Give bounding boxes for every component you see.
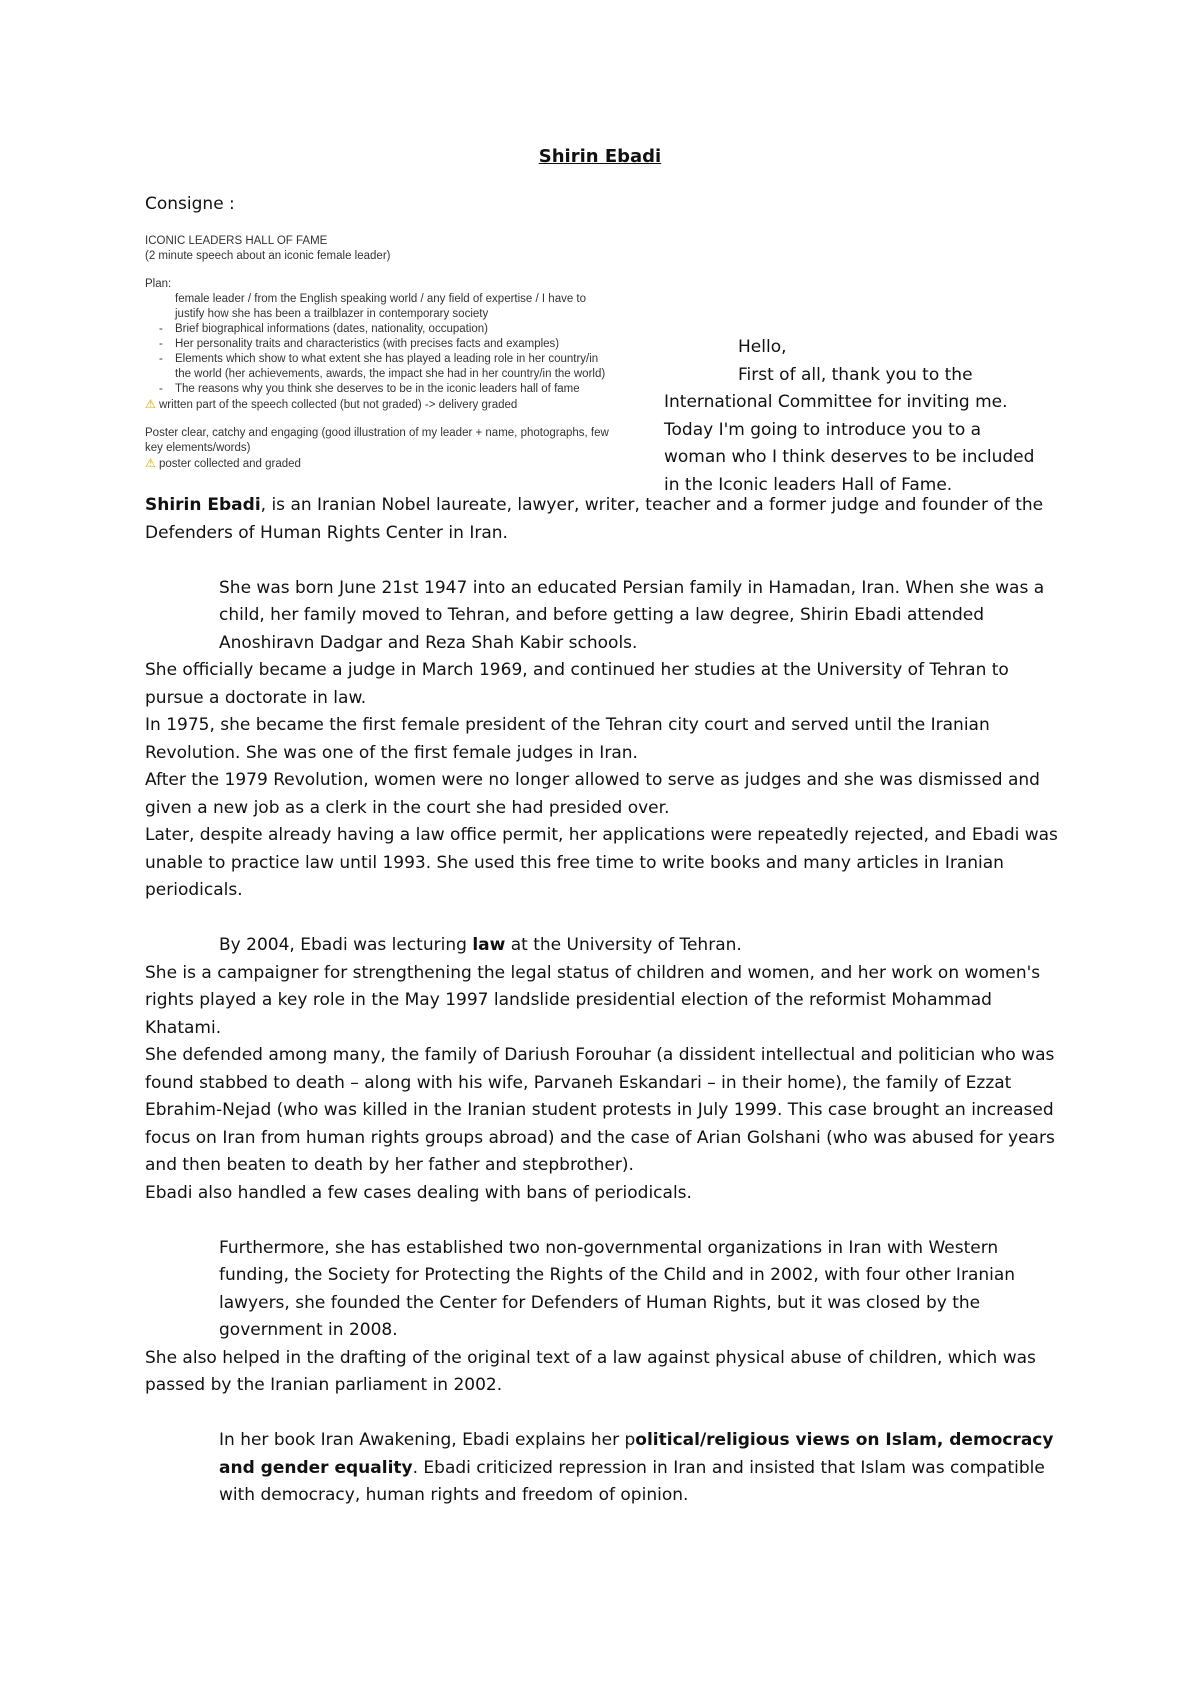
bullet-dash: -: [159, 338, 163, 350]
organizations-paragraph: Furthermore, she has established two non-governmental organizations in Iran with Western funding, the Society for Protecting the Rights of the Child and in 2002, with four other Iranian lawyers, she founded the Center for Defenders of Human Rights, but it was closed by the government in 2008.: [219, 1237, 1016, 1340]
plan-line: justify how she has been a trailblazer in contemporary society: [175, 308, 489, 320]
greeting-line: International Committee for inviting me.: [664, 392, 1008, 412]
page-title: Shirin Ebadi: [538, 146, 662, 167]
plan-bullet: Brief biographical informations (dates, nationality, occupation): [175, 323, 489, 335]
views-paragraph: In her book Iran Awakening, Ebadi explains her political/religious views on Islam, democracy and gender equality. Ebadi criticized repression in Iran and insisted that Islam was compatible with democracy, human rights and freedom of opinion.: [219, 1430, 1054, 1505]
greeting-line: woman who I think deserves to be included: [664, 447, 1035, 467]
warning-text: poster collected and graded: [158, 458, 301, 470]
greeting-block: [664, 334, 1084, 499]
plan-label: Plan:: [145, 278, 172, 290]
greeting-line: First of all, thank you to the: [738, 364, 973, 385]
warning-text: written part of the speech collected (but not graded) -> delivery graded: [158, 399, 518, 411]
poster-line: key elements/words): [145, 442, 251, 454]
assignment-screenshot: [145, 234, 645, 494]
subject-name: Shirin Ebadi: [145, 495, 261, 515]
assignment-heading: ICONIC LEADERS HALL OF FAME: [145, 235, 328, 247]
warning-line: [145, 397, 517, 413]
warning-icon: ⚠: [145, 397, 156, 411]
intro-paragraph: Shirin Ebadi, is an Iranian Nobel laureate, lawyer, writer, teacher and a former judge and founder of the Defenders of Human Rights Center in Iran.: [145, 495, 1044, 543]
plan-bullet: The reasons why you think she deserves to be in the iconic leaders hall of fame: [175, 383, 580, 395]
poster-line: Poster clear, catchy and engaging (good illustration of my leader + name, photographs, few: [145, 427, 609, 439]
career-paragraph: By 2004, Ebadi was lecturing law at the University of Tehran.: [219, 935, 742, 955]
plan-line: female leader / from the English speaking world / any field of expertise / I have to: [175, 293, 587, 305]
career-paragraph: She defended among many, the family of Dariush Forouhar (a dissident intellectual and politician who was found stabbed to death – along with his wife, Parvaneh Eskandari – in their home), the family of Ezzat Ebrahim-Nejad (who was killed in the Iranian student protests in July 1999. This case brought an increased focus on Iran from human rights groups abroad) and the case of Arian Golshani (who was abused for years and then beaten to death by her father and stepbrother).: [145, 1045, 1055, 1175]
plan-bullet: Her personality traits and characteristics (with precises facts and examples): [175, 338, 560, 350]
organizations-paragraph: She also helped in the drafting of the original text of a law against physical abuse of children, which was passed by the Iranian parliament in 2002.: [145, 1347, 1036, 1395]
bullet-dash: -: [159, 383, 163, 395]
warning-icon: ⚠: [145, 456, 156, 470]
warning-line: [145, 456, 301, 472]
assignment-subheading: (2 minute speech about an iconic female leader): [145, 250, 391, 262]
consigne-label: Consigne :: [145, 194, 235, 214]
career-paragraph: Ebadi also handled a few cases dealing with bans of periodicals.: [145, 1182, 692, 1203]
greeting-line: Hello,: [738, 337, 787, 357]
biography-paragraph: Later, despite already having a law office permit, her applications were repeatedly rejected, and Ebadi was unable to practice law until 1993. She used this free time to write books and many articles in Iranian periodicals.: [145, 825, 1058, 900]
speech-body: [145, 492, 1065, 1510]
biography-paragraph: In 1975, she became the first female president of the Tehran city court and served until the Iranian Revolution. She was one of the first female judges in Iran.: [145, 715, 990, 763]
career-paragraph: She is a campaigner for strengthening the legal status of children and women, and her work on women's rights played a key role in the May 1997 landslide presidential election of the reformist Mohammad Khatami.: [145, 962, 1041, 1038]
greeting-line: Today I'm going to introduce you to a: [664, 419, 982, 440]
plan-bullet: Elements which show to what extent she has played a leading role in her country/in: [175, 353, 599, 365]
plan-bullet: the world (her achievements, awards, the impact she had in her country/in the world): [175, 368, 606, 380]
bullet-dash: -: [159, 353, 163, 365]
greeting-line: in the Iconic leaders Hall of Fame.: [664, 474, 953, 495]
bullet-dash: -: [159, 323, 163, 335]
biography-paragraph: She was born June 21st 1947 into an educated Persian family in Hamadan, Iran. When she was a child, her family moved to Tehran, and before getting a law degree, Shirin Ebadi attended Anoshiravn Dadgar and Reza Shah Kabir schools.: [219, 577, 1045, 653]
biography-paragraph: After the 1979 Revolution, women were no longer allowed to serve as judges and she was dismissed and given a new job as a clerk in the court she had presided over.: [145, 770, 1040, 818]
biography-paragraph: She officially became a judge in March 1969, and continued her studies at the University of Tehran to pursue a doctorate in law.: [145, 660, 1009, 708]
